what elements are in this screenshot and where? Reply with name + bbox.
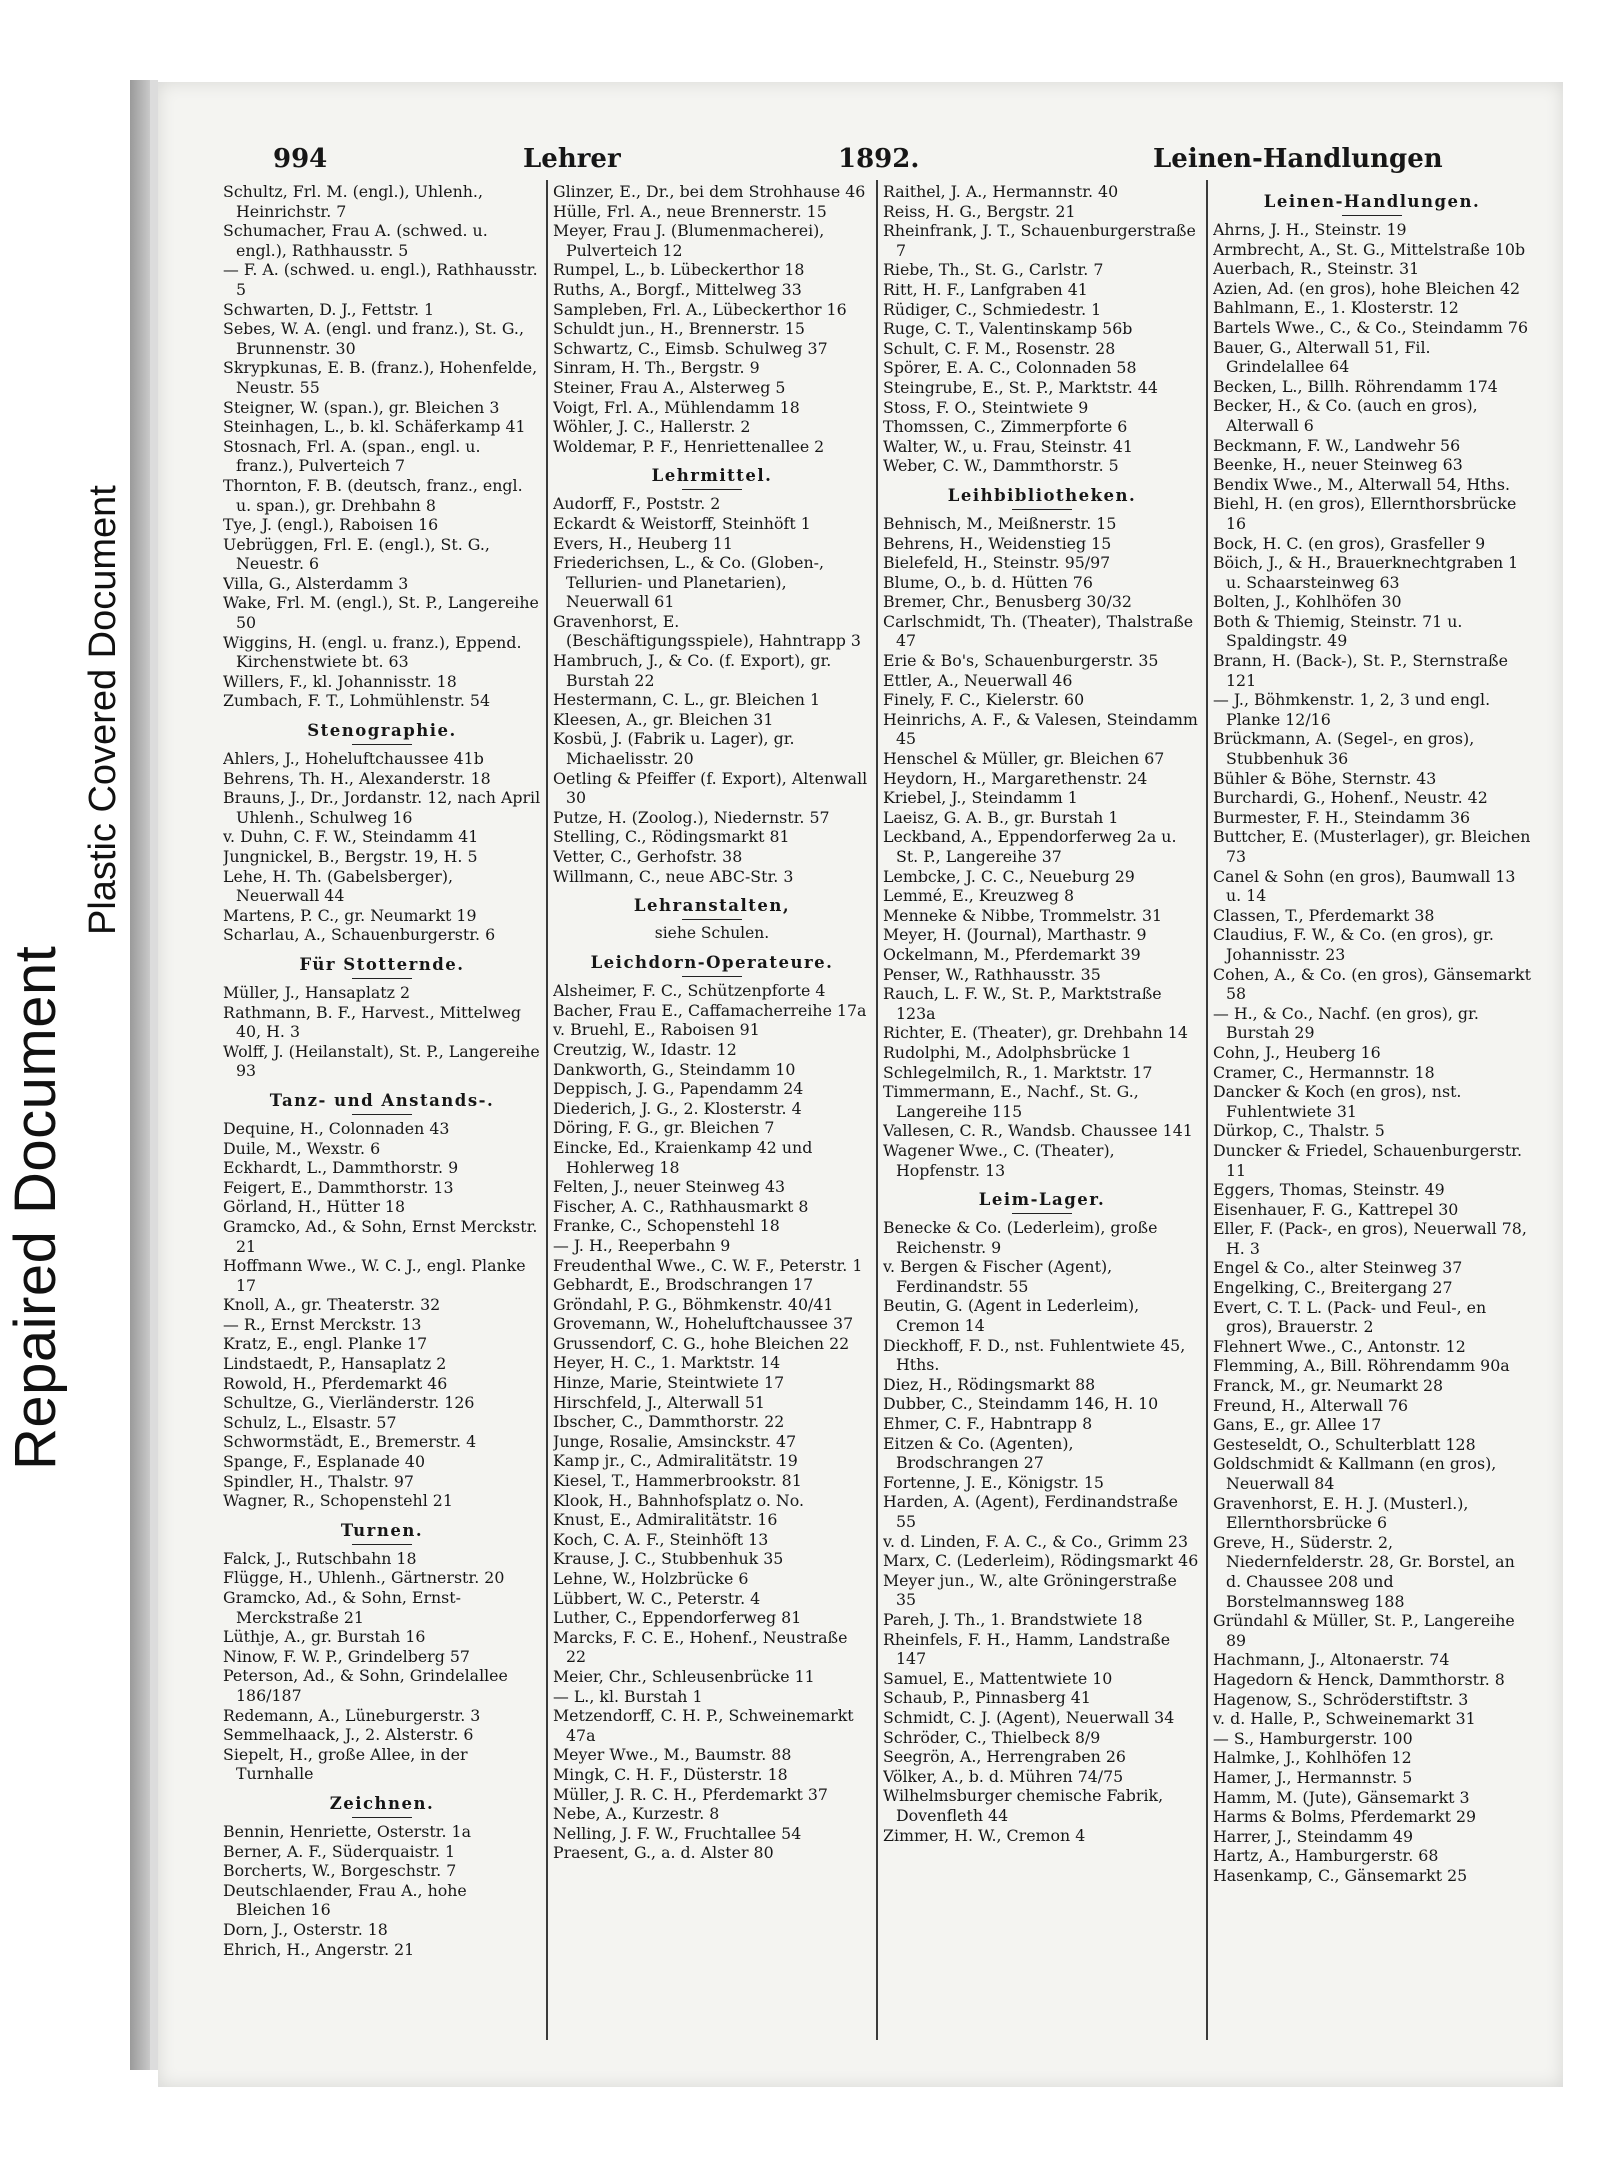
directory-entry: Uebrüggen, Frl. E. (engl.), St. G., Neuestr. 6	[223, 534, 490, 574]
directory-entry: Wagner, R., Schopenstehl 21	[223, 1491, 453, 1511]
directory-entry: — H., & Co., Nachf. (en gros), gr. Burstah 29	[1213, 1003, 1479, 1043]
directory-entry: Burchardi, G., Hohenf., Neustr. 42	[1213, 788, 1488, 808]
directory-entry: Lüthje, A., gr. Burstah 16	[223, 1627, 426, 1647]
directory-entry: Hachmann, J., Altonaerstr. 74	[1213, 1650, 1450, 1670]
directory-entry: Cohn, J., Heuberg 16	[1213, 1042, 1381, 1062]
directory-entry: — L., kl. Burstah 1	[553, 1686, 703, 1706]
directory-entry: Skrypkunas, E. B. (franz.), Hohenfelde, Neustr. 55	[223, 358, 538, 397]
directory-entry: Greve, H., Süderstr. 2, Niedernfelderstr. 28, Gr. Borstel, an d. Chaussee 208 und Borstelmannsweg 188	[1213, 1532, 1515, 1611]
directory-entry: Freudenthal Wwe., C. W. F., Peterstr. 1	[553, 1255, 863, 1275]
directory-entry: Martens, P. C., gr. Neumarkt 19	[223, 905, 477, 925]
directory-entry: Bühler & Böhe, Sternstr. 43	[1213, 768, 1437, 788]
directory-entry: Vetter, C., Gerhofstr. 38	[553, 847, 743, 866]
directory-entry: v. Bergen & Fischer (Agent), Ferdinandstr. 55	[883, 1257, 1113, 1296]
directory-entry: Audorff, F., Poststr. 2	[553, 494, 721, 514]
directory-entry: Raithel, J. A., Hermannstr. 40	[883, 182, 1119, 201]
directory-entry: Kamp jr., C., Admiralitätstr. 19	[553, 1451, 798, 1471]
column-rule	[1206, 180, 1208, 2040]
directory-entry: Pareh, J. Th., 1. Brandstwiete 18	[883, 1609, 1143, 1629]
directory-entry: Hambruch, J., & Co. (f. Export), gr. Burstah 22	[553, 651, 832, 690]
section-underline	[352, 1817, 412, 1818]
directory-entry: Engel & Co., alter Steinweg 37	[1213, 1258, 1463, 1278]
directory-entry: Rheinfrank, J. T., Schauenburgerstraße 7	[883, 221, 1196, 260]
directory-entry: Praesent, G., a. d. Alster 80	[553, 1843, 774, 1863]
directory-entry: Flügge, H., Uhlenh., Gärtnerstr. 20	[223, 1568, 505, 1588]
directory-entry: Blume, O., b. d. Hütten 76	[883, 572, 1093, 592]
directory-entry: Hoffmann Wwe., W. C. J., engl. Planke 17	[223, 1256, 526, 1295]
directory-entry: Harden, A. (Agent), Ferdinandstraße 55	[883, 1492, 1178, 1531]
directory-entry: Gravenhorst, E. (Beschäftigungsspiele), Hahntrapp 3	[553, 611, 861, 651]
directory-entry: v. Duhn, C. F. W., Steindamm 41	[223, 827, 479, 847]
directory-entry: Schulz, L., Elsastr. 57	[223, 1412, 397, 1432]
directory-entry: Stoss, F. O., Steintwiete 9	[883, 397, 1089, 417]
directory-entry: Canel & Sohn (en gros), Baumwall 13 u. 14	[1213, 866, 1516, 906]
directory-entry: Rauch, L. F. W., St. P., Marktstraße 123a	[883, 984, 1162, 1023]
directory-entry: Villa, G., Alsterdamm 3	[223, 573, 409, 593]
directory-entry: Sinram, H. Th., Bergstr. 9	[553, 358, 760, 378]
section-heading: Leihbibliotheken.	[947, 485, 1137, 505]
directory-entry: Bielefeld, H., Steinstr. 95/97	[883, 553, 1111, 573]
directory-entry: Eisenhauer, F. G., Kattrepel 30	[1213, 1199, 1459, 1219]
directory-entry: Eggers, Thomas, Steinstr. 49	[1213, 1180, 1445, 1200]
book-gutter-shadow	[130, 80, 150, 2070]
directory-entry: Rowold, H., Pferdemarkt 46	[223, 1373, 448, 1393]
directory-entry: Spindler, H., Thalstr. 97	[223, 1471, 414, 1491]
directory-entry: Carlschmidt, Th. (Theater), Thalstraße 47	[883, 611, 1194, 651]
directory-entry: Thornton, F. B. (deutsch, franz., engl. u. span.), gr. Drehbahn 8	[223, 475, 523, 515]
directory-entry: Lehe, H. Th. (Gabelsberger), Neuerwall 44	[223, 866, 454, 906]
directory-entry: Weber, C. W., Dammthorstr. 5	[883, 456, 1119, 476]
directory-entry: Steinhagen, L., b. kl. Schäferkamp 41	[223, 417, 526, 437]
column-rule	[876, 180, 878, 2040]
directory-entry: Brückmann, A. (Segel-, en gros), Stubbenhuk 36	[1213, 729, 1475, 769]
directory-entry: Gramcko, Ad., & Sohn, Ernst-Merckstraße 21	[223, 1588, 461, 1627]
directory-entry: Bennin, Henriette, Osterstr. 1a	[223, 1821, 471, 1841]
directory-entry: Eincke, Ed., Kraienkamp 42 und Hohlerweg 18	[553, 1137, 813, 1177]
section-heading: Lehrmittel.	[651, 466, 773, 486]
directory-entry: Nebe, A., Kurzestr. 8	[553, 1804, 720, 1824]
directory-entry: Gesteseldt, O., Schulterblatt 128	[1213, 1434, 1476, 1454]
directory-entry: Luther, C., Eppendorferweg 81	[553, 1608, 802, 1628]
column-rule	[546, 180, 548, 2040]
directory-entry: Sampleben, Frl. A., Lübeckerthor 16	[553, 299, 847, 319]
section-heading: Leim-Lager.	[978, 1190, 1106, 1210]
directory-entry: Wake, Frl. M. (engl.), St. P., Langereihe 50	[223, 593, 539, 633]
directory-entry: Finely, F. C., Kielerstr. 60	[883, 690, 1085, 710]
directory-entry: Schwartz, C., Eimsb. Schulweg 37	[553, 338, 828, 358]
directory-entry: Semmelhaack, J., 2. Alsterstr. 6	[223, 1725, 474, 1745]
directory-entry: Behrens, Th. H., Alexanderstr. 18	[223, 768, 491, 788]
directory-entry: Peterson, Ad., & Sohn, Grindelallee 186/187	[223, 1666, 508, 1705]
section-underline	[1342, 215, 1402, 216]
directory-entry: Eckardt & Weistorff, Steinhöft 1	[553, 513, 811, 533]
directory-entry: Ockelmann, M., Pferdemarkt 39	[883, 944, 1141, 964]
directory-entry: Schlegelmilch, R., 1. Marktstr. 17	[883, 1062, 1153, 1082]
directory-entry: Feigert, E., Dammthorstr. 13	[223, 1177, 454, 1197]
directory-entry: Diez, H., Rödingsmarkt 88	[883, 1374, 1096, 1394]
directory-entry: Eckhardt, L., Dammthorstr. 9	[223, 1158, 459, 1178]
directory-entry: Bartels Wwe., C., & Co., Steindamm 76	[1213, 317, 1529, 337]
section-subtitle: siehe Schulen.	[654, 924, 770, 943]
directory-entry: Bacher, Frau E., Caffamacherreihe 17a	[553, 1000, 867, 1020]
section-heading: Tanz- und Anstands-.	[269, 1090, 495, 1110]
directory-entry: Knoll, A., gr. Theaterstr. 32	[223, 1295, 441, 1315]
directory-entry: Kratz, E., engl. Planke 17	[223, 1334, 428, 1354]
directory-entry: Burmester, F. H., Steindamm 36	[1213, 807, 1471, 827]
directory-entry: Becken, L., Billh. Röhrendamm 174	[1213, 376, 1498, 396]
directory-entry: Görland, H., Hütter 18	[223, 1197, 405, 1217]
directory-entry: Borcherts, W., Borgeschstr. 7	[223, 1861, 457, 1881]
directory-entry: Zumbach, F. T., Lohmühlenstr. 54	[223, 691, 491, 711]
directory-entry: Dubber, C., Steindamm 146, H. 10	[883, 1394, 1159, 1414]
directory-entry: Hestermann, C. L., gr. Bleichen 1	[553, 690, 821, 710]
directory-entry: Dequine, H., Colonnaden 43	[223, 1118, 450, 1138]
header-right-heading: Leinen-Handlungen	[1153, 144, 1443, 174]
directory-entry: Gans, E., gr. Allee 17	[1213, 1415, 1382, 1435]
directory-entry: Schaub, P., Pinnasberg 41	[883, 1688, 1091, 1708]
directory-entry: Harms & Bolms, Pferdemarkt 29	[1213, 1807, 1477, 1827]
directory-entry: Heydorn, H., Margarethenstr. 24	[883, 768, 1148, 788]
directory-entry: Voigt, Frl. A., Mühlendamm 18	[553, 397, 800, 417]
directory-entry: Rüdiger, C., Schmiedestr. 1	[883, 299, 1102, 319]
directory-entry: Freund, H., Alterwall 76	[1213, 1395, 1409, 1415]
directory-entry: Classen, T., Pferdemarkt 38	[1213, 905, 1435, 925]
directory-entry: Gebhardt, E., Brodschrangen 17	[553, 1275, 814, 1295]
directory-entry: — R., Ernst Merckstr. 13	[223, 1314, 422, 1334]
directory-entry: Wilhelmsburger chemische Fabrik, Dovenfleth 44	[883, 1786, 1164, 1825]
directory-entry: Woldemar, P. F., Henriettenallee 2	[553, 436, 825, 456]
directory-page	[158, 82, 1563, 2087]
directory-column-4	[1213, 182, 1531, 2062]
directory-column-3	[883, 182, 1201, 2062]
directory-entry: Schuldt jun., H., Brennerstr. 15	[553, 319, 805, 339]
directory-entry: Walter, W., u. Frau, Steinstr. 41	[883, 436, 1133, 456]
directory-entry: Biehl, H. (en gros), Ellernthorsbrücke 16	[1213, 494, 1517, 533]
directory-entry: Rudolphi, M., Adolphsbrücke 1	[883, 1042, 1132, 1062]
directory-entry: Knust, E., Admiralitätstr. 16	[553, 1510, 778, 1530]
directory-entry: Flemming, A., Bill. Röhrendamm 90a	[1213, 1356, 1510, 1376]
directory-entry: Eller, F. (Pack-, en gros), Neuerwall 78, H. 3	[1213, 1219, 1527, 1258]
directory-entry: Laeisz, G. A. B., gr. Burstah 1	[883, 807, 1119, 827]
directory-entry: Hamer, J., Hermannstr. 5	[1213, 1767, 1413, 1787]
directory-entry: Hamm, M. (Jute), Gänsemarkt 3	[1213, 1787, 1470, 1807]
directory-entry: Dorn, J., Osterstr. 18	[223, 1919, 388, 1939]
directory-entry: Rathmann, B. F., Harvest., Mittelweg 40, H. 3	[223, 1002, 522, 1042]
running-header	[273, 144, 1533, 184]
directory-entry: v. d. Linden, F. A. C., & Co., Grimm 23	[883, 1531, 1188, 1551]
directory-entry: Hasenkamp, C., Gänsemarkt 25	[1213, 1865, 1468, 1885]
book-gutter-edge	[150, 80, 158, 2070]
directory-entry: Flehnert Wwe., C., Antonstr. 12	[1213, 1336, 1466, 1356]
directory-entry: Samuel, E., Mattentwiete 10	[883, 1668, 1113, 1688]
directory-entry: Fischer, A. C., Rathhausmarkt 8	[553, 1196, 809, 1216]
directory-entry: Dürkop, C., Thalstr. 5	[1213, 1121, 1385, 1141]
directory-entry: Schwarten, D. J., Fettstr. 1	[223, 299, 435, 319]
directory-entry: Heinrichs, A. F., & Valesen, Steindamm 45	[883, 709, 1198, 749]
directory-entry: Bahlmann, E., 1. Klosterstr. 12	[1213, 298, 1459, 318]
directory-entry: Erie & Bo's, Schauenburgerstr. 35	[883, 651, 1159, 671]
directory-entry: Azien, Ad. (en gros), hohe Bleichen 42	[1213, 278, 1521, 298]
directory-entry: Vallesen, C. R., Wandsb. Chaussee 141	[883, 1121, 1193, 1141]
directory-entry: Evers, H., Heuberg 11	[553, 533, 733, 553]
directory-entry: Mingk, C. H. F., Düsterstr. 18	[553, 1764, 788, 1784]
directory-entry: Scharlau, A., Schauenburgerstr. 6	[223, 925, 496, 945]
directory-entry: Brann, H. (Back-), St. P., Sternstraße 121	[1213, 651, 1508, 690]
directory-entry: Redemann, A., Lüneburgerstr. 3	[223, 1705, 481, 1725]
directory-entry: Seegrön, A., Herrengraben 26	[883, 1747, 1126, 1767]
directory-entry: Marx, C. (Lederleim), Rödingsmarkt 46	[883, 1551, 1199, 1571]
directory-entry: Dancker & Koch (en gros), nst. Fuhlentwiete 31	[1213, 1082, 1462, 1121]
directory-entry: Cramer, C., Hermannstr. 18	[1213, 1062, 1435, 1082]
directory-entry: Glinzer, E., Dr., bei dem Strohhause 46	[553, 182, 866, 201]
directory-entry: Meyer, H. (Journal), Marthastr. 9	[883, 925, 1147, 945]
directory-entry: Meyer, Frau J. (Blumenmacherei), Pulverteich 12	[553, 221, 825, 260]
directory-entry: Kiesel, T., Hammerbrookstr. 81	[553, 1471, 802, 1491]
directory-entry: Wöhler, J. C., Hallerstr. 2	[553, 417, 751, 437]
directory-entry: Ruths, A., Borgf., Mittelweg 33	[553, 279, 802, 299]
directory-entry: Reiss, H. G., Bergstr. 21	[883, 201, 1076, 221]
directory-entry: Schröder, C., Thielbeck 8/9	[883, 1727, 1101, 1747]
directory-entry: Lübbert, W. C., Peterstr. 4	[553, 1588, 761, 1608]
directory-entry: Deutschlaender, Frau A., hohe Bleichen 16	[223, 1880, 467, 1920]
directory-entry: Beutin, G. (Agent in Lederleim), Cremon 14	[883, 1296, 1140, 1336]
directory-entry: Steiner, Frau A., Alsterweg 5	[553, 377, 786, 397]
directory-entry: Becker, H., & Co. (auch en gros), Alterwall 6	[1213, 396, 1478, 435]
directory-entry: Krause, J. C., Stubbenhuk 35	[553, 1549, 784, 1569]
directory-entry: Lembcke, J. C. C., Neueburg 29	[883, 866, 1135, 886]
directory-entry: — F. A. (schwed. u. engl.), Rathhausstr. 5	[223, 260, 538, 299]
directory-entry: Evert, C. T. L. (Pack- und Feul-, en gros), Brauerstr. 2	[1213, 1297, 1487, 1337]
directory-entry: Berner, A. F., Süderquaistr. 1	[223, 1841, 456, 1861]
directory-entry: Hülle, Frl. A., neue Brennerstr. 15	[553, 201, 827, 221]
directory-entry: Bendix Wwe., M., Alterwall 54, Hths.	[1213, 474, 1510, 494]
side-label-strip	[0, 0, 128, 2177]
directory-entry: Jungnickel, B., Bergstr. 19, H. 5	[223, 847, 478, 866]
directory-entry: Völker, A., b. d. Mühren 74/75	[883, 1766, 1124, 1786]
directory-entry: Bolten, J., Kohlhöfen 30	[1213, 592, 1402, 612]
directory-entry: Schultz, Frl. M. (engl.), Uhlenh., Heinrichstr. 7	[223, 182, 483, 221]
directory-entry: Halmke, J., Kohlhöfen 12	[1213, 1748, 1412, 1768]
directory-entry: Stosnach, Frl. A. (span., engl. u. franz.), Pulverteich 7	[223, 436, 481, 476]
directory-entry: Schult, C. F. M., Rosenstr. 28	[883, 338, 1116, 358]
section-underline	[682, 976, 742, 977]
directory-entry: Ehmer, C. F., Habntrapp 8	[883, 1414, 1093, 1434]
directory-entry: Ibscher, C., Dammthorstr. 22	[553, 1412, 785, 1432]
directory-entry: Hirschfeld, J., Alterwall 51	[553, 1392, 765, 1412]
directory-entry: — J., Böhmkenstr. 1, 2, 3 und engl. Planke 12/16	[1213, 690, 1491, 729]
directory-entry: Willmann, C., neue ABC-Str. 3	[553, 866, 794, 886]
directory-entry: Kriebel, J., Steindamm 1	[883, 788, 1078, 808]
directory-entry: Franck, M., gr. Neumarkt 28	[1213, 1376, 1444, 1396]
directory-entry: Schmidt, C. J. (Agent), Neuerwall 34	[883, 1707, 1175, 1727]
directory-entry: Auerbach, R., Steinstr. 31	[1213, 259, 1420, 279]
directory-entry: Oetling & Pfeiffer (f. Export), Altenwall 30	[553, 768, 868, 808]
directory-entry: Bauer, G., Alterwall 51, Fil. Grindelallee 64	[1213, 337, 1431, 377]
directory-entry: Friederichsen, L., & Co. (Globen-, Tellurien- und Planetarien), Neuerwall 61	[553, 553, 825, 612]
directory-entry: Nelling, J. F. W., Fruchtallee 54	[553, 1823, 802, 1843]
directory-entry: Döring, F. G., gr. Bleichen 7	[553, 1118, 775, 1138]
directory-entry: Steingrube, E., St. P., Marktstr. 44	[883, 377, 1158, 397]
directory-entry: Zimmer, H. W., Cremon 4	[883, 1825, 1086, 1845]
directory-entry: Buttcher, E. (Musterlager), gr. Bleichen 73	[1213, 827, 1531, 866]
directory-entry: Tye, J. (engl.), Raboisen 16	[223, 515, 439, 535]
directory-entry: Penser, W., Rathhausstr. 35	[883, 964, 1101, 984]
directory-entry: Bock, H. C. (en gros), Grasfeller 9	[1213, 533, 1486, 553]
directory-entry: Eitzen & Co. (Agenten), Brodschrangen 27	[883, 1433, 1074, 1473]
directory-entry: Wiggins, H. (engl. u. franz.), Eppend. Kirchenstwiete bt. 63	[223, 632, 522, 672]
directory-entry: Müller, J. R. C. H., Pferdemarkt 37	[553, 1784, 828, 1804]
directory-entry: Engelking, C., Breitergang 27	[1213, 1278, 1453, 1298]
directory-entry: Rumpel, L., b. Lübeckerthor 18	[553, 260, 805, 280]
directory-entry: Wolff, J. (Heilanstalt), St. P., Langereihe 93	[223, 1041, 540, 1081]
directory-entry: Grussendorf, C. G., hohe Bleichen 22	[553, 1333, 850, 1353]
directory-entry: Gramcko, Ad., & Sohn, Ernst Merckstr. 21	[223, 1216, 538, 1256]
directory-entry: Meyer jun., W., alte Gröningerstraße 35	[883, 1570, 1177, 1610]
directory-entry: v. d. Halle, P., Schweinemarkt 31	[1213, 1709, 1476, 1729]
section-underline	[682, 489, 742, 490]
directory-entry: Leckband, A., Eppendorferweg 2a u. St. P., Langereihe 37	[883, 827, 1177, 866]
directory-entry: Ritt, H. F., Lanfgraben 41	[883, 279, 1088, 299]
directory-entry: Behnisch, M., Meißnerstr. 15	[883, 513, 1117, 533]
directory-entry: — S., Hamburgerstr. 100	[1213, 1728, 1413, 1748]
header-year: 1892.	[838, 144, 920, 174]
directory-entry: Hagenow, S., Schröderstiftstr. 3	[1213, 1689, 1469, 1709]
directory-entry: Müller, J., Hansaplatz 2	[223, 982, 411, 1002]
directory-entry: Alsheimer, F. C., Schützenpforte 4	[553, 981, 826, 1001]
directory-entry: Kosbü, J. (Fabrik u. Lager), gr. Michaelisstr. 20	[553, 729, 795, 769]
directory-entry: Diederich, J. G., 2. Klosterstr. 4	[553, 1098, 802, 1118]
directory-entry: Armbrecht, A., St. G., Mittelstraße 10b	[1213, 239, 1526, 259]
directory-entry: Hinze, Marie, Steintwiete 17	[553, 1373, 785, 1393]
directory-entry: Ahlers, J., Hoheluftchaussee 41b	[223, 749, 484, 769]
directory-entry: Dankworth, G., Steindamm 10	[553, 1059, 796, 1079]
directory-entry: Meyer Wwe., M., Baumstr. 88	[553, 1745, 792, 1765]
directory-entry: Felten, J., neuer Steinweg 43	[553, 1177, 786, 1197]
section-underline	[1012, 1213, 1072, 1214]
directory-column-2	[553, 182, 871, 2062]
section-heading: Zeichnen.	[329, 1793, 435, 1813]
directory-entry: Lemmé, E., Kreuzweg 8	[883, 886, 1075, 906]
section-heading: Stenographie.	[307, 721, 457, 741]
section-underline	[352, 1544, 412, 1545]
directory-entry: Ruge, C. T., Valentinskamp 56b	[883, 319, 1133, 339]
directory-entry: Schumacher, Frau A. (schwed. u. engl.), Rathhausstr. 5	[223, 221, 488, 260]
directory-entry: Riebe, Th., St. G., Carlstr. 7	[883, 260, 1104, 280]
directory-entry: Sebes, W. A. (engl. und franz.), St. G., Brunnenstr. 30	[223, 319, 524, 358]
directory-entry: Böich, J., & H., Brauerknechtgraben 1 u. Schaarsteinweg 63	[1213, 553, 1519, 592]
directory-entry: Franke, C., Schopenstehl 18	[553, 1216, 780, 1236]
directory-entry: Beckmann, F. W., Landwehr 56	[1213, 435, 1461, 455]
directory-entry: Both & Thiemig, Steinstr. 71 u. Spaldingstr. 49	[1213, 611, 1463, 651]
directory-entry: Meier, Chr., Schleusenbrücke 11	[553, 1666, 815, 1686]
directory-entry: Schultze, G., Vierländerstr. 126	[223, 1393, 475, 1413]
directory-entry: Hartz, A., Hamburgerstr. 68	[1213, 1846, 1439, 1866]
directory-entry: Willers, F., kl. Johannisstr. 18	[223, 671, 457, 691]
directory-entry: Bremer, Chr., Benusberg 30/32	[883, 592, 1132, 612]
directory-entry: Creutzig, W., Idastr. 12	[553, 1039, 737, 1059]
section-heading: Turnen.	[340, 1520, 424, 1540]
directory-entry: Richter, E. (Theater), gr. Drehbahn 14	[883, 1023, 1188, 1043]
directory-entry: Siepelt, H., große Allee, in der Turnhalle	[223, 1744, 468, 1784]
section-heading: Leinen-Handlungen.	[1263, 192, 1481, 211]
directory-entry: Gravenhorst, E. H. J. (Musterl.), Ellernthorsbrücke 6	[1213, 1493, 1469, 1533]
directory-entry: Dieckhoff, F. D., nst. Fuhlentwiete 45, Hths.	[883, 1335, 1186, 1375]
directory-entry: Behrens, H., Weidenstieg 15	[883, 533, 1112, 553]
directory-entry: Spange, F., Esplanade 40	[223, 1452, 425, 1472]
directory-entry: Rheinfels, F. H., Hamm, Landstraße 147	[883, 1629, 1171, 1669]
section-underline	[682, 919, 742, 920]
directory-entry: Heyer, H. C., 1. Marktstr. 14	[553, 1353, 781, 1373]
directory-entry: Goldschmidt & Kallmann (en gros), Neuerwall 84	[1213, 1454, 1497, 1493]
directory-entry: Gröndahl, P. G., Böhmkenstr. 40/41	[553, 1294, 834, 1314]
directory-entry: Grovemann, W., Hoheluftchaussee 37	[553, 1314, 854, 1334]
directory-entry: Duile, M., Wexstr. 6	[223, 1138, 381, 1158]
directory-entry: Stelling, C., Rödingsmarkt 81	[553, 827, 790, 847]
page-number: 994	[273, 144, 328, 174]
directory-entry: Lehne, W., Holzbrücke 6	[553, 1569, 749, 1588]
directory-entry: Gründahl & Müller, St. P., Langereihe 89	[1213, 1611, 1515, 1650]
directory-entry: Timmermann, E., Nachf., St. G., Langereihe 115	[883, 1082, 1139, 1121]
directory-entry: v. Bruehl, E., Raboisen 91	[553, 1020, 760, 1040]
directory-entry: Koch, C. A. F., Steinhöft 13	[553, 1529, 769, 1549]
directory-entry: Ninow, F. W. P., Grindelberg 57	[223, 1646, 470, 1666]
directory-entry: Steigner, W. (span.), gr. Bleichen 3	[223, 397, 500, 417]
directory-entry: Beenke, H., neuer Steinweg 63	[1213, 455, 1463, 475]
section-underline	[352, 1114, 412, 1115]
repaired-document-label: Repaired Document	[3, 945, 68, 1470]
directory-entry: Ahrns, J. H., Steinstr. 19	[1213, 220, 1407, 239]
section-underline	[352, 978, 412, 979]
directory-entry: Metzendorff, C. H. P., Schweinemarkt 47a	[553, 1706, 854, 1745]
directory-entry: Lindstaedt, P., Hansaplatz 2	[223, 1354, 447, 1374]
plastic-covered-label: Plastic Covered Document	[82, 485, 124, 935]
directory-entry: Brauns, J., Dr., Jordanstr. 12, nach April Uhlenh., Schulweg 16	[223, 788, 541, 827]
directory-entry: — J. H., Reeperbahn 9	[553, 1235, 731, 1255]
directory-entry: Duncker & Friedel, Schauenburgerstr. 11	[1213, 1140, 1523, 1180]
directory-entry: Deppisch, J. G., Papendamm 24	[553, 1079, 804, 1099]
directory-entry: Claudius, F. W., & Co. (en gros), gr. Johannisstr. 23	[1213, 925, 1494, 964]
directory-entry: Kleesen, A., gr. Bleichen 31	[553, 709, 774, 729]
directory-entry: Putze, H. (Zoolog.), Niedernstr. 57	[553, 807, 830, 827]
directory-entry: Thomssen, C., Zimmerpforte 6	[883, 417, 1128, 437]
directory-entry: Benecke & Co. (Lederleim), große Reichenstr. 9	[883, 1218, 1158, 1257]
directory-entry: Fortenne, J. E., Königstr. 15	[883, 1472, 1104, 1492]
directory-entry: Marcks, F. C. E., Hohenf., Neustraße 22	[553, 1627, 848, 1667]
directory-entry: Menneke & Nibbe, Trommelstr. 31	[883, 905, 1163, 925]
section-underline	[1012, 509, 1072, 510]
directory-entry: Klook, H., Bahnhofsplatz o. No.	[553, 1490, 804, 1510]
directory-entry: Henschel & Müller, gr. Bleichen 67	[883, 749, 1165, 769]
directory-entry: Falck, J., Rutschbahn 18	[223, 1548, 417, 1568]
directory-entry: Wagener Wwe., C. (Theater), Hopfenstr. 13	[883, 1140, 1115, 1180]
section-underline	[352, 744, 412, 745]
directory-entry: Cohen, A., & Co. (en gros), Gänsemarkt 58	[1213, 964, 1531, 1004]
directory-column-1	[223, 182, 541, 2062]
section-heading: Lehranstalten,	[633, 896, 791, 916]
section-heading: Für Stotternde.	[299, 954, 465, 974]
directory-entry: Ettler, A., Neuerwall 46	[883, 670, 1073, 690]
directory-entry: Junge, Rosalie, Amsinckstr. 47	[553, 1431, 797, 1451]
directory-entry: Schwormstädt, E., Bremerstr. 4	[223, 1432, 477, 1452]
header-left-heading: Lehrer	[523, 144, 621, 174]
directory-entry: Hagedorn & Henck, Dammthorstr. 8	[1213, 1669, 1505, 1689]
directory-entry: Ehrich, H., Angerstr. 21	[223, 1939, 415, 1959]
directory-entry: Harrer, J., Steindamm 49	[1213, 1826, 1414, 1846]
directory-entry: Spörer, E. A. C., Colonnaden 58	[883, 358, 1137, 378]
section-heading: Leichdorn-Operateure.	[590, 953, 834, 973]
